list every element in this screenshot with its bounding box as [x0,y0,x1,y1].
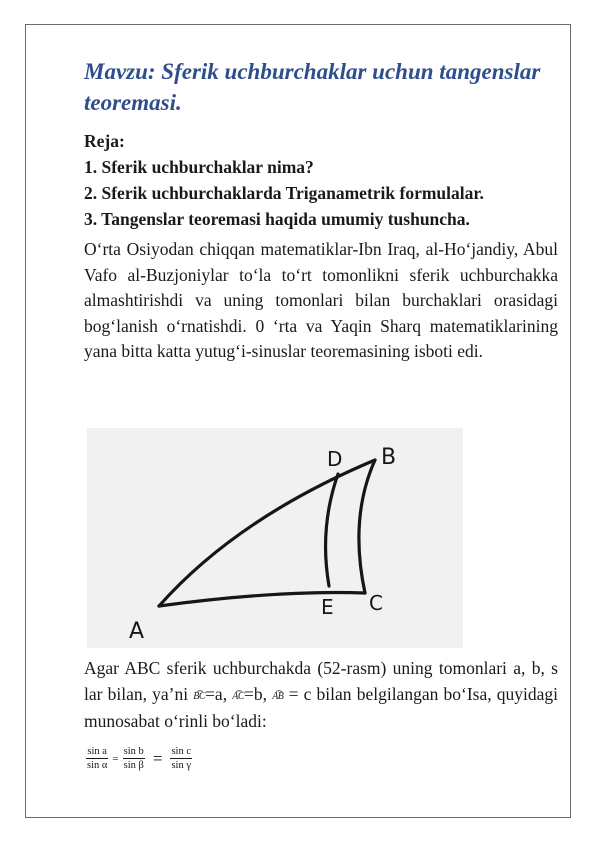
fraction-a-numerator: sin a [87,746,107,757]
definition-text-4: = c bilan belgilangan bo‘Isa, quyidagi munosabat o‘rinli bo‘ladi: [84,683,559,731]
plan-item-3: 3. Tangenslar teoremasi haqida umumiy tushuncha. [84,209,470,229]
arc-bc-symbol: B͡C [193,690,206,702]
fraction-b-numerator: sin b [123,746,144,757]
equals-sign-2: = [152,748,163,768]
label-e: E [321,595,334,619]
fraction-c-numerator: sin c [171,746,191,757]
arc-de [326,474,338,586]
plan-heading: Reja: [84,131,125,151]
equals-sign-1: = [112,752,119,765]
page-title: Mavzu: Sferik uchburchaklar uchun tangenslar teoremasi. [84,59,541,115]
plan-item-2: 2. Sferik uchburchaklarda Triganametrik formulalar. [84,183,484,203]
definition-text-1: Agar ABC sferik uchburchakda (52-rasm) uning tomonlari a, b, s lar bilan, ya’ni [84,658,558,704]
page-content [84,56,558,365]
label-a: A [129,619,145,644]
arc-ac-symbol: A͡C [232,690,245,702]
label-c: C [369,591,383,615]
arc-ac [159,593,365,606]
fraction-c-denominator: sin γ [171,760,191,771]
arc-bc [359,460,375,593]
plan-item-1: 1. Sferik uchburchaklar nima? [84,157,314,177]
triangle-drawing [87,428,463,648]
label-b: B [381,445,397,470]
fraction-c [170,745,192,772]
definition-paragraph [84,656,558,735]
definition-text-2: =a, [205,683,233,704]
arc-ab-symbol: A͡B [272,690,284,702]
fraction-b-denominator: sin β [123,760,144,771]
fraction-a [86,745,108,772]
arc-ab [159,460,375,606]
label-d: D [327,447,343,471]
intro-paragraph: O‘rta Osiyodan chiqqan matematiklar-Ibn Iraq, al-Ho‘jandiy, Abul Vafo al-Buzjoniylar to‘la to‘rt tomonlikni sferik uchburchakka almashtirishdi va uning tomonlari bilan burchaklari orasidagi bog‘lanish o‘rnatishdi. 0 ‘rta va Yaqin Sharq matematiklarining yana bitta katta yutug‘i-sinuslar teoremasining isboti edi. [84,239,558,361]
fraction-b [123,745,145,772]
definition-text-3: =b, [244,683,273,704]
fraction-a-denominator: sin α [87,760,108,771]
sine-theorem-formula [86,745,192,772]
spherical-triangle-figure [87,428,463,648]
